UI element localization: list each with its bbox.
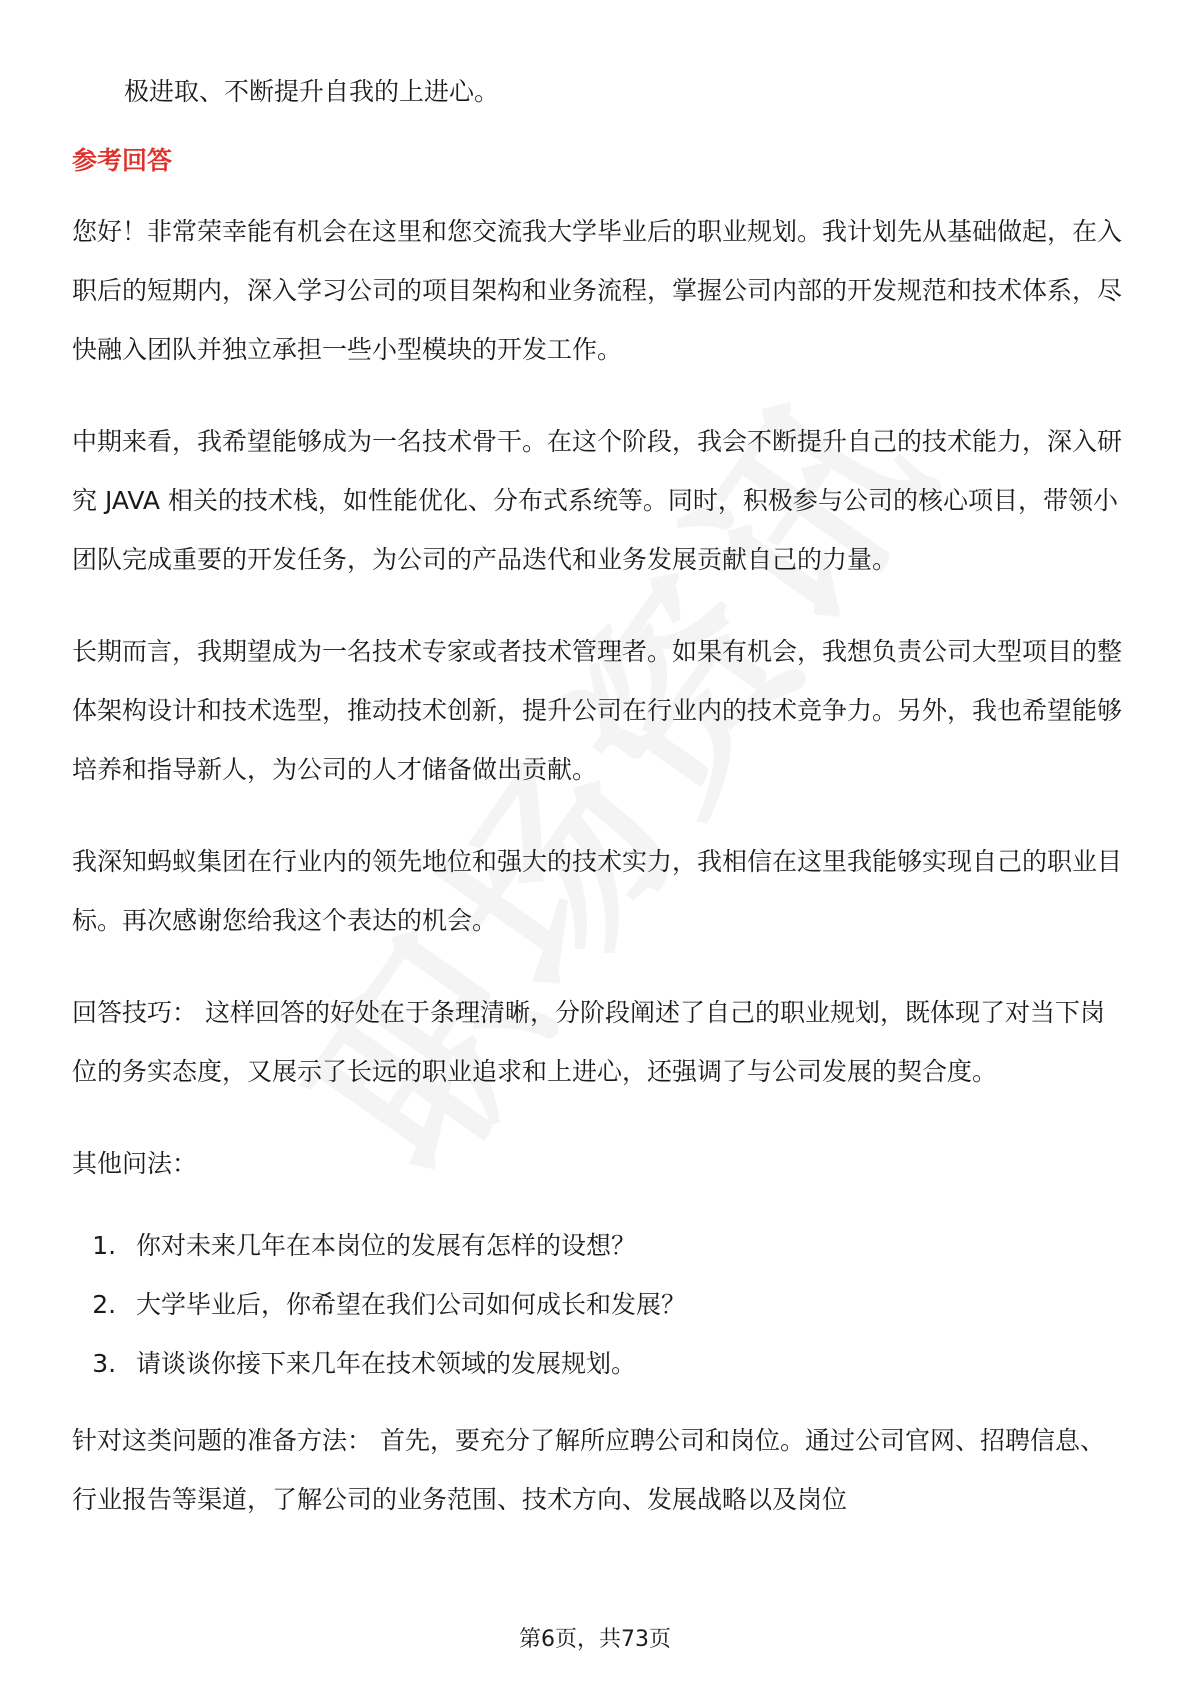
paragraph-closing: 我深知蚂蚁集团在行业内的领先地位和强大的技术实力，我相信在这里我能够实现自己的职业目标。再次感谢您给我这个表达的机会。 (72, 847, 1123, 935)
paragraph-long-term: 长期而言，我期望成为一名技术专家或者技术管理者。如果有机会，我想负责公司大型项目的整体架构设计和技术选型，推动技术创新，提升公司在行业内的技术竞争力。另外，我也希望能够培养和指导新人，为公司的人才储备做出贡献。 (72, 637, 1123, 784)
intro-line: 极进取、不断提升自我的上进心。 (124, 77, 500, 106)
page-footer: 第6页，共73页 (519, 1627, 671, 1652)
list-item: 2. 大学毕业后，你希望在我们公司如何成长和发展？ (124, 1275, 1122, 1334)
answer-heading: 参考回答 (72, 146, 173, 175)
paragraph-tips: 回答技巧： 这样回答的好处在于条理清晰，分阶段阐述了自己的职业规划，既体现了对当下岗位的务实态度，又展示了长远的职业追求和上进心，还强调了与公司发展的契合度。 (72, 998, 1105, 1086)
list-item: 1. 你对未来几年在本岗位的发展有怎样的设想？ (124, 1216, 1122, 1275)
list-item: 3. 请谈谈你接下来几年在技术领域的发展规划。 (124, 1334, 1122, 1393)
paragraph-preparation: 针对这类问题的准备方法： 首先，要充分了解所应聘公司和岗位。通过公司官网、招聘信息、行业报告等渠道，了解公司的业务范围、技术方向、发展战略以及岗位 (72, 1426, 1105, 1514)
page-content (72, 62, 1122, 1562)
other-questions-list (72, 1216, 1122, 1393)
other-questions-label: 其他问法： (72, 1149, 198, 1178)
paragraph-mid-term: 中期来看，我希望能够成为一名技术骨干。在这个阶段，我会不断提升自己的技术能力，深入研究 JAVA 相关的技术栈，如性能优化、分布式系统等。同时，积极参与公司的核心项目，带领小团队完成重要的开发任务，为公司的产品迭代和业务发展贡献自己的力量。 (72, 427, 1123, 574)
paragraph-intro: 您好！非常荣幸能有机会在这里和您交流我大学毕业后的职业规划。我计划先从基础做起，在入职后的短期内，深入学习公司的项目架构和业务流程，掌握公司内部的开发规范和技术体系，尽快融入团队并独立承担一些小型模块的开发工作。 (72, 217, 1123, 364)
